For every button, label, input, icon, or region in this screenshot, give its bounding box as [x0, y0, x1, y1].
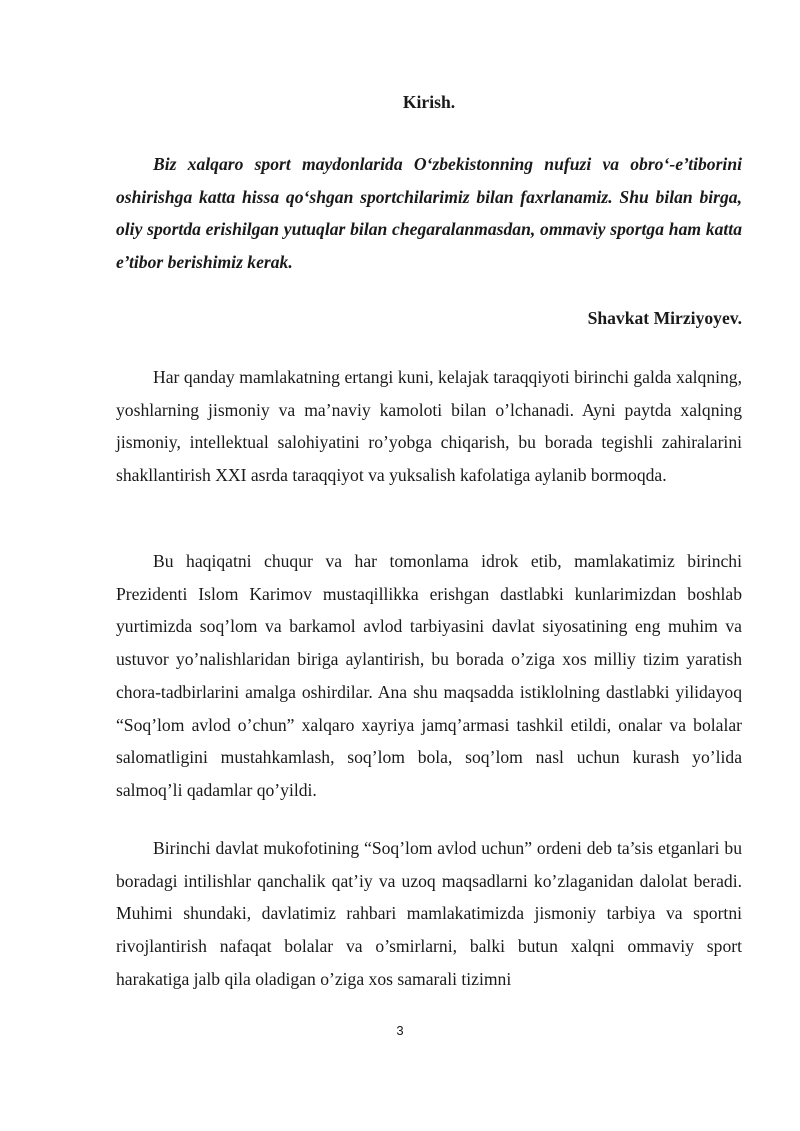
section-heading: Kirish. [402, 92, 456, 112]
page-number: 3 [396, 1023, 404, 1038]
body-paragraph-2: Bu haqiqatni chuqur va har tomonlama idrok etib, mamlakatimiz birinchi Prezidenti Islom Karimov mustaqillikka erishgan dastlabki kunlarimizdan boshlab yurtimizda soq’lom va barkamol avlod tarbiyasini davlat siyosatining eng muhim va ustuvor yo’nalishlaridan biriga aylantirish, bu borada o’ziga xos milliy tizim yaratish chora-tadbirlarini amalga oshirdilar. Ana shu maqsadda istiklolning dastlabki yilidayoq “Soq’lom avlod o’chun” xalqaro xayriya jamq’armasi tashkil etildi, onalar va bolalar salomatligini mustahkamlash, soq’lom bola, soq’lom nasl uchun kurash yo’lida salmoq’li qadamlar qo’yildi. [116, 551, 742, 800]
epigraph-quote: Biz xalqaro sport maydonlarida O‘zbekistonning nufuzi va obro‘-e’tiborini oshirishga katta hissa qo‘shgan sportchilarimiz bilan faxrlanamiz. Shu bilan birga, oliy sportda erishilgan yutuqlar bilan chegaralanmasdan, ommaviy sportga ham katta e’tibor berishimiz kerak. [116, 154, 742, 273]
body-paragraph-3: Birinchi davlat mukofotining “Soq’lom avlod uchun” ordeni deb ta’sis etganlari bu boradagi intilishlar qanchalik qat’iy va uzoq maqsadlarni ko’zlaganidan dalolat beradi. Muhimi shundaki, davlatimiz rahbari mamlakatimizda jismoniy tarbiya va sportni rivojlantirish nafaqat bolalar va o’smirlarni, balki butun xalqni ommaviy sport harakatiga jalb qila oladigan o’ziga xos samarali tizimni [116, 838, 742, 989]
body-paragraph-1: Har qanday mamlakatning ertangi kuni, kelajak taraqqiyoti birinchi galda xalqning, yoshlarning jismoniy va ma’naviy kamoloti bilan o’lchanadi. Ayni paytda xalqning jismoniy, intellektual salohiyatini ro’yobga chiqarish, bu borada tegishli zahiralarini shakllantirish XXI asrda taraqqiyot va yuksalish kafolatiga aylanib bormoqda. [116, 367, 742, 486]
epigraph-author: Shavkat Mirziyoyev. [587, 308, 742, 328]
